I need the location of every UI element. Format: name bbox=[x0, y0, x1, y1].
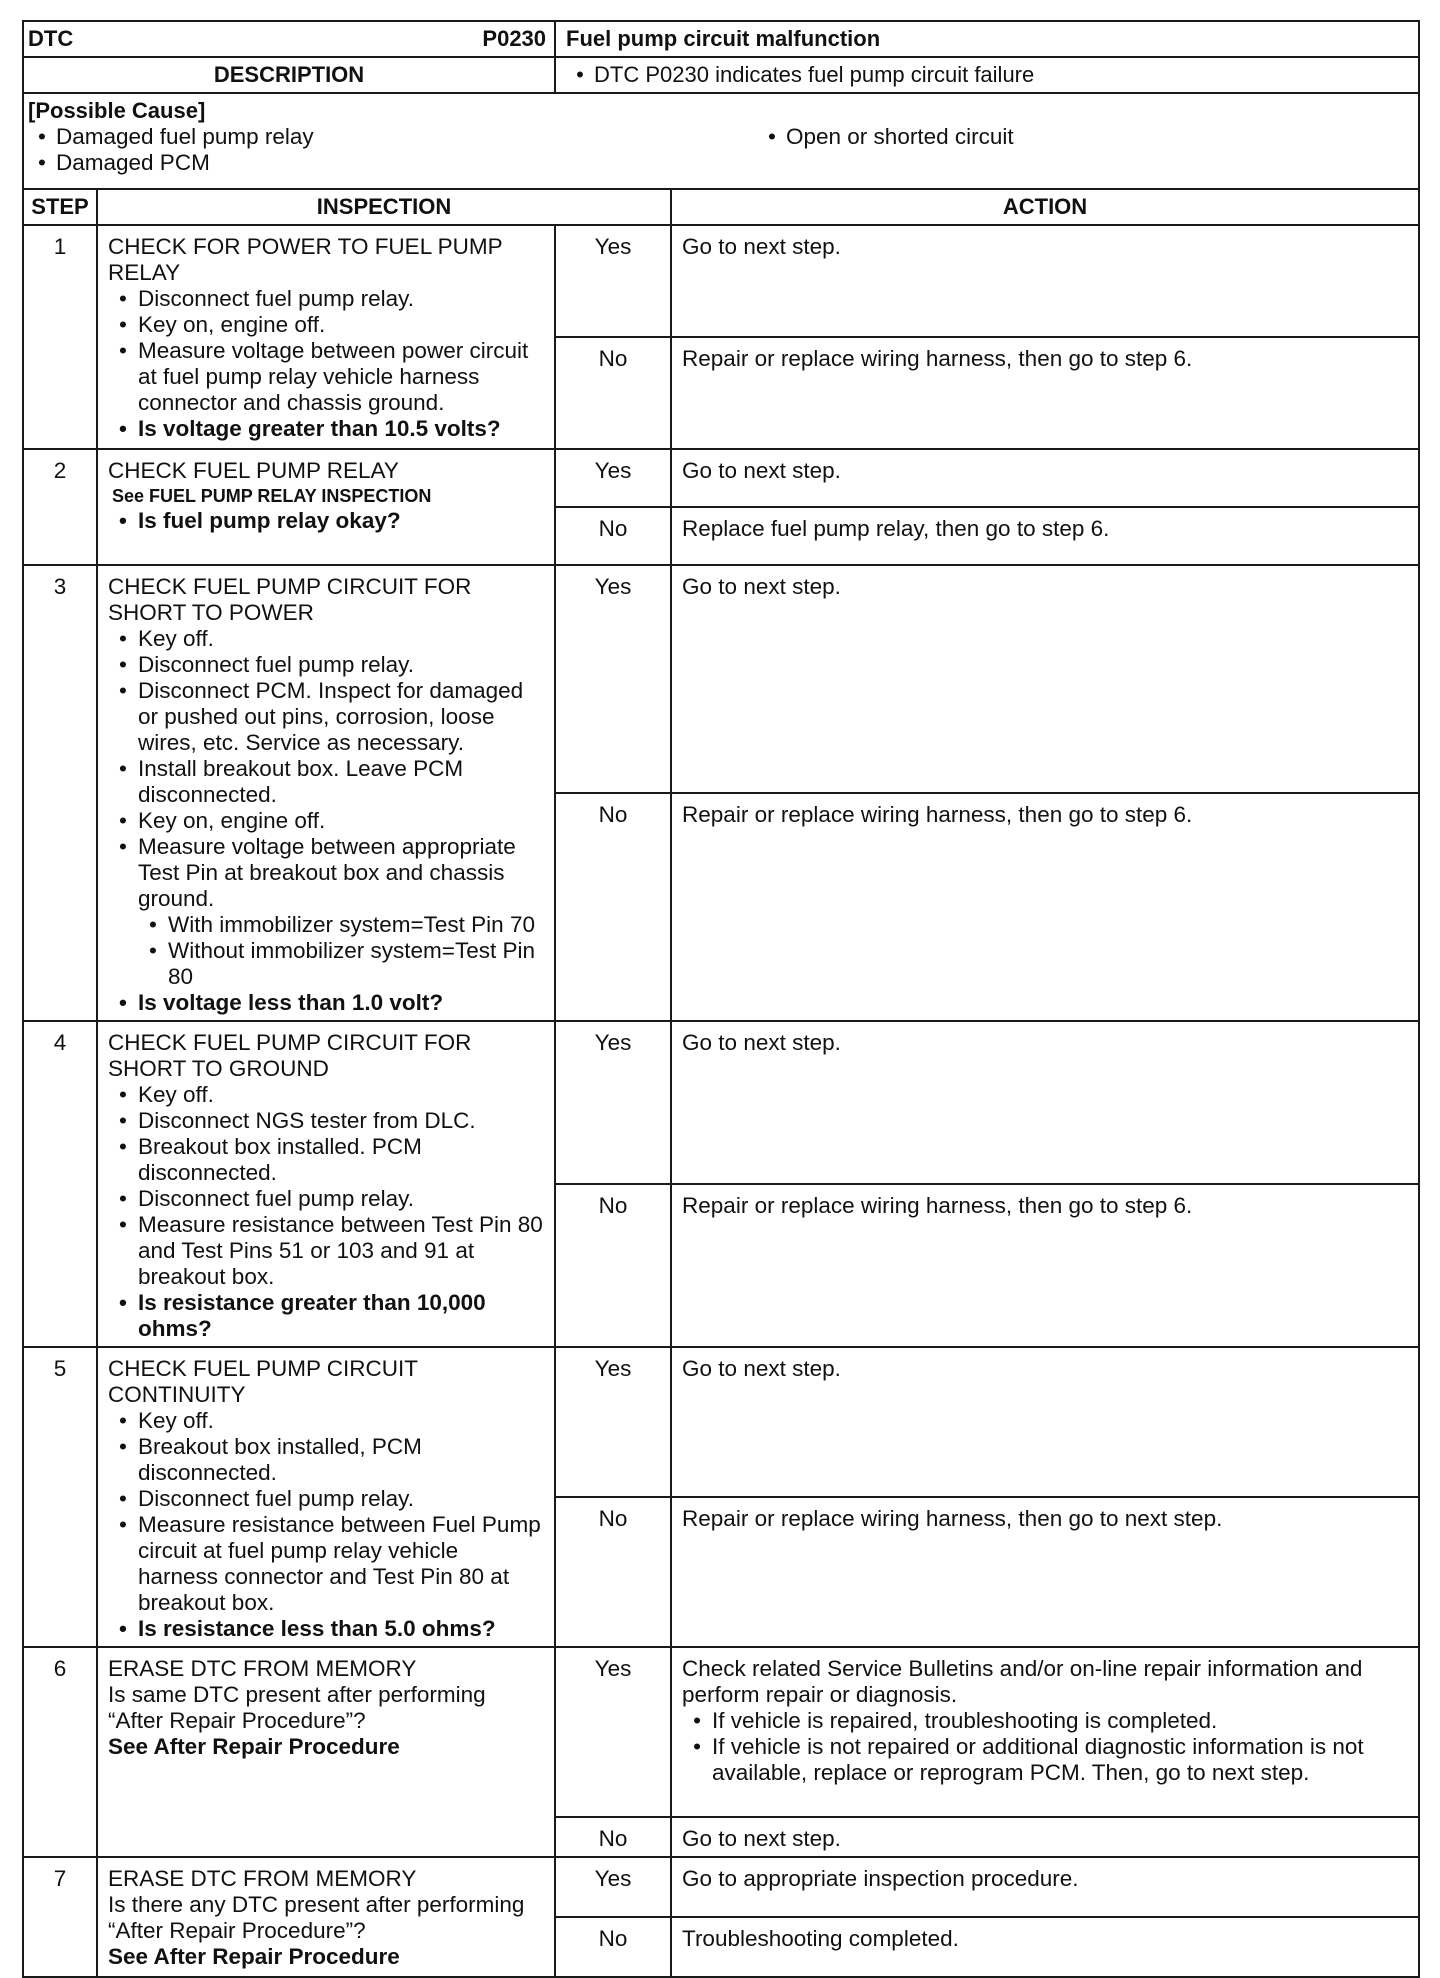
possible-cause-row bbox=[23, 93, 1419, 189]
inspection-cell bbox=[97, 225, 555, 449]
no-action: Troubleshooting completed. bbox=[671, 1917, 1419, 1977]
inspection-bullet: • Disconnect fuel pump relay. bbox=[108, 652, 544, 678]
bullet-icon: • bbox=[119, 1290, 127, 1315]
bullet-icon: • bbox=[119, 312, 127, 337]
bullet-icon: • bbox=[119, 1616, 127, 1641]
step-row bbox=[23, 1647, 1419, 1817]
yes-label: Yes bbox=[555, 1347, 671, 1497]
bullet-icon: • bbox=[693, 1708, 701, 1733]
no-action: Repair or replace wiring harness, then go to step 6. bbox=[671, 337, 1419, 449]
yes-label: Yes bbox=[555, 1647, 671, 1817]
step-number: 6 bbox=[23, 1647, 97, 1857]
inspection-bullet: • Measure voltage between power circuit at fuel pump relay vehicle harness connector and chassis ground. bbox=[108, 338, 544, 416]
inspection-cell bbox=[97, 1857, 555, 1977]
inspection-cell bbox=[97, 1647, 555, 1857]
bullet-icon: • bbox=[119, 678, 127, 703]
yes-label: Yes bbox=[555, 449, 671, 507]
step-column-header: STEP bbox=[23, 189, 97, 225]
step-number: 4 bbox=[23, 1021, 97, 1347]
yes-label: Yes bbox=[555, 1857, 671, 1917]
dtc-title-cell bbox=[555, 21, 1419, 57]
possible-cause-title: [Possible Cause] bbox=[28, 98, 206, 123]
step-row bbox=[23, 565, 1419, 793]
bullet-icon: • bbox=[119, 652, 127, 677]
bullet-icon: • bbox=[38, 124, 46, 149]
description-row bbox=[23, 57, 1419, 93]
step-title: CHECK FUEL PUMP CIRCUIT FOR SHORT TO GROUND bbox=[108, 1030, 472, 1081]
no-action: Repair or replace wiring harness, then go to step 6. bbox=[671, 793, 1419, 1021]
step-row bbox=[23, 449, 1419, 507]
action-bullet: • If vehicle is repaired, troubleshooting is completed. bbox=[682, 1708, 1408, 1734]
yes-action: Check related Service Bulletins and/or on-line repair information and perform repair or diagnosis. bbox=[682, 1656, 1363, 1707]
bullet-icon: • bbox=[119, 1434, 127, 1459]
step-body: Is there any DTC present after performing “After Repair Procedure”? bbox=[108, 1892, 525, 1943]
action-bullet: • If vehicle is not repaired or additional diagnostic information is not available, replace or reprogram PCM. Then, go to next step. bbox=[682, 1734, 1408, 1786]
inspection-bullet: • Disconnect NGS tester from DLC. bbox=[108, 1108, 544, 1134]
inspection-question: • Is fuel pump relay okay? bbox=[108, 508, 544, 534]
yes-action: Go to next step. bbox=[671, 565, 1419, 793]
no-action: Go to next step. bbox=[671, 1817, 1419, 1857]
bullet-icon: • bbox=[119, 286, 127, 311]
step-title: CHECK FUEL PUMP RELAY bbox=[108, 458, 399, 483]
bullet-icon: • bbox=[119, 626, 127, 651]
bullet-icon: • bbox=[149, 938, 157, 963]
bullet-icon: • bbox=[38, 150, 46, 175]
bullet-icon: • bbox=[149, 912, 157, 937]
bullet-icon: • bbox=[119, 808, 127, 833]
no-label: No bbox=[555, 1497, 671, 1647]
bullet-icon: • bbox=[119, 1186, 127, 1211]
inspection-cell bbox=[97, 449, 555, 565]
dtc-title: Fuel pump circuit malfunction bbox=[566, 26, 881, 51]
no-label: No bbox=[555, 1817, 671, 1857]
yes-action: Go to next step. bbox=[671, 225, 1419, 337]
bullet-icon: • bbox=[693, 1734, 701, 1759]
inspection-bullet: • Install breakout box. Leave PCM disconnected. bbox=[108, 756, 544, 808]
step-row bbox=[23, 225, 1419, 337]
step-title: ERASE DTC FROM MEMORY bbox=[108, 1656, 417, 1681]
yes-action: Go to appropriate inspection procedure. bbox=[671, 1857, 1419, 1917]
description-text: DTC P0230 indicates fuel pump circuit failure bbox=[594, 62, 1035, 87]
bullet-icon: • bbox=[119, 756, 127, 781]
description-cell bbox=[555, 57, 1419, 93]
inspection-bullet: • Measure resistance between Fuel Pump circuit at fuel pump relay vehicle harness connector and Test Pin 80 at breakout box. bbox=[108, 1512, 544, 1616]
inspection-bullet: • Breakout box installed. PCM disconnected. bbox=[108, 1134, 544, 1186]
no-label: No bbox=[555, 1184, 671, 1347]
inspection-sub-bullet: • With immobilizer system=Test Pin 70 bbox=[138, 912, 544, 938]
yes-action: Go to next step. bbox=[671, 1021, 1419, 1184]
bullet-icon: • bbox=[576, 62, 584, 87]
step-number: 7 bbox=[23, 1857, 97, 1977]
bullet-icon: • bbox=[119, 1212, 127, 1237]
step-row bbox=[23, 1347, 1419, 1497]
bullet-icon: • bbox=[119, 508, 127, 533]
no-label: No bbox=[555, 793, 671, 1021]
cause-list-right bbox=[758, 124, 1014, 150]
bullet-icon: • bbox=[119, 338, 127, 363]
dtc-code-cell bbox=[23, 21, 555, 57]
see-reference[interactable]: See After Repair Procedure bbox=[108, 1734, 400, 1759]
inspection-bullet: • Measure resistance between Test Pin 80 and Test Pins 51 or 103 and 91 at breakout box. bbox=[108, 1212, 544, 1290]
yes-action: Go to next step. bbox=[671, 449, 1419, 507]
description-label-cell bbox=[23, 57, 555, 93]
bullet-icon: • bbox=[119, 1486, 127, 1511]
cause-item: • Open or shorted circuit bbox=[758, 124, 1014, 150]
inspection-cell bbox=[97, 1347, 555, 1647]
bullet-icon: • bbox=[119, 1108, 127, 1133]
yes-label: Yes bbox=[555, 225, 671, 337]
inspection-sub-bullet: • Without immobilizer system=Test Pin 80 bbox=[138, 938, 544, 990]
inspection-cell bbox=[97, 565, 555, 1021]
inspection-question: • Is resistance less than 5.0 ohms? bbox=[108, 1616, 544, 1642]
dtc-header-row bbox=[23, 21, 1419, 57]
bullet-icon: • bbox=[119, 1134, 127, 1159]
no-action: Replace fuel pump relay, then go to step 6. bbox=[671, 507, 1419, 565]
inspection-bullet: • Disconnect fuel pump relay. bbox=[108, 1486, 544, 1512]
inspection-bullet: • Disconnect fuel pump relay. bbox=[108, 286, 544, 312]
step-row bbox=[23, 1021, 1419, 1184]
step-number: 1 bbox=[23, 225, 97, 449]
inspection-column-header: INSPECTION bbox=[97, 189, 671, 225]
dtc-code: P0230 bbox=[482, 26, 547, 51]
no-action: Repair or replace wiring harness, then go to next step. bbox=[671, 1497, 1419, 1647]
bullet-icon: • bbox=[119, 990, 127, 1015]
step-row bbox=[23, 1857, 1419, 1917]
inspection-question: • Is voltage greater than 10.5 volts? bbox=[108, 416, 544, 442]
column-header-row bbox=[23, 189, 1419, 225]
yes-action-cell bbox=[671, 1647, 1419, 1817]
action-column-header: ACTION bbox=[671, 189, 1419, 225]
step-title: CHECK FUEL PUMP CIRCUIT FOR SHORT TO POWER bbox=[108, 574, 472, 625]
no-label: No bbox=[555, 337, 671, 449]
no-action: Repair or replace wiring harness, then go to step 6. bbox=[671, 1184, 1419, 1347]
step-number: 3 bbox=[23, 565, 97, 1021]
cause-list-left bbox=[28, 124, 314, 176]
bullet-icon: • bbox=[119, 1408, 127, 1433]
dtc-table bbox=[22, 20, 1420, 1978]
yes-label: Yes bbox=[555, 1021, 671, 1184]
cause-item: • Damaged fuel pump relay bbox=[28, 124, 314, 150]
inspection-question: • Is voltage less than 1.0 volt? bbox=[108, 990, 544, 1016]
inspection-bullet: • Breakout box installed, PCM disconnected. bbox=[108, 1434, 544, 1486]
bullet-icon: • bbox=[119, 1082, 127, 1107]
dtc-label: DTC bbox=[28, 26, 74, 51]
see-reference[interactable]: See FUEL PUMP RELAY INSPECTION bbox=[112, 486, 432, 506]
yes-action: Go to next step. bbox=[671, 1347, 1419, 1497]
inspection-bullet: • Key off. bbox=[108, 626, 544, 652]
inspection-bullet: • Key off. bbox=[108, 1082, 544, 1108]
step-title: ERASE DTC FROM MEMORY bbox=[108, 1866, 417, 1891]
possible-cause-cell bbox=[23, 93, 1419, 189]
bullet-icon: • bbox=[119, 416, 127, 441]
yes-label: Yes bbox=[555, 565, 671, 793]
dtc-procedure-sheet bbox=[22, 20, 1418, 1978]
cause-item: • Damaged PCM bbox=[28, 150, 314, 176]
step-number: 2 bbox=[23, 449, 97, 565]
step-title: CHECK FUEL PUMP CIRCUIT CONTINUITY bbox=[108, 1356, 418, 1407]
inspection-bullet: • Key on, engine off. bbox=[108, 312, 544, 338]
bullet-icon: • bbox=[119, 1512, 127, 1537]
step-number: 5 bbox=[23, 1347, 97, 1647]
inspection-bullet: • Disconnect PCM. Inspect for damaged or pushed out pins, corrosion, loose wires, etc. Service as necessary. bbox=[108, 678, 544, 756]
bullet-icon: • bbox=[768, 124, 776, 149]
see-reference[interactable]: See After Repair Procedure bbox=[108, 1944, 400, 1969]
inspection-bullet: • Disconnect fuel pump relay. bbox=[108, 1186, 544, 1212]
no-label: No bbox=[555, 1917, 671, 1977]
inspection-cell bbox=[97, 1021, 555, 1347]
step-body: Is same DTC present after performing “After Repair Procedure”? bbox=[108, 1682, 486, 1733]
bullet-icon: • bbox=[119, 834, 127, 859]
inspection-bullet: • Key on, engine off. bbox=[108, 808, 544, 834]
inspection-question: • Is resistance greater than 10,000 ohms? bbox=[108, 1290, 544, 1342]
description-label: DESCRIPTION bbox=[213, 62, 365, 87]
inspection-bullet: • Key off. bbox=[108, 1408, 544, 1434]
no-label: No bbox=[555, 507, 671, 565]
step-title: CHECK FOR POWER TO FUEL PUMP RELAY bbox=[108, 234, 503, 285]
inspection-bullet: • Measure voltage between appropriate Test Pin at breakout box and chassis ground. bbox=[108, 834, 544, 912]
